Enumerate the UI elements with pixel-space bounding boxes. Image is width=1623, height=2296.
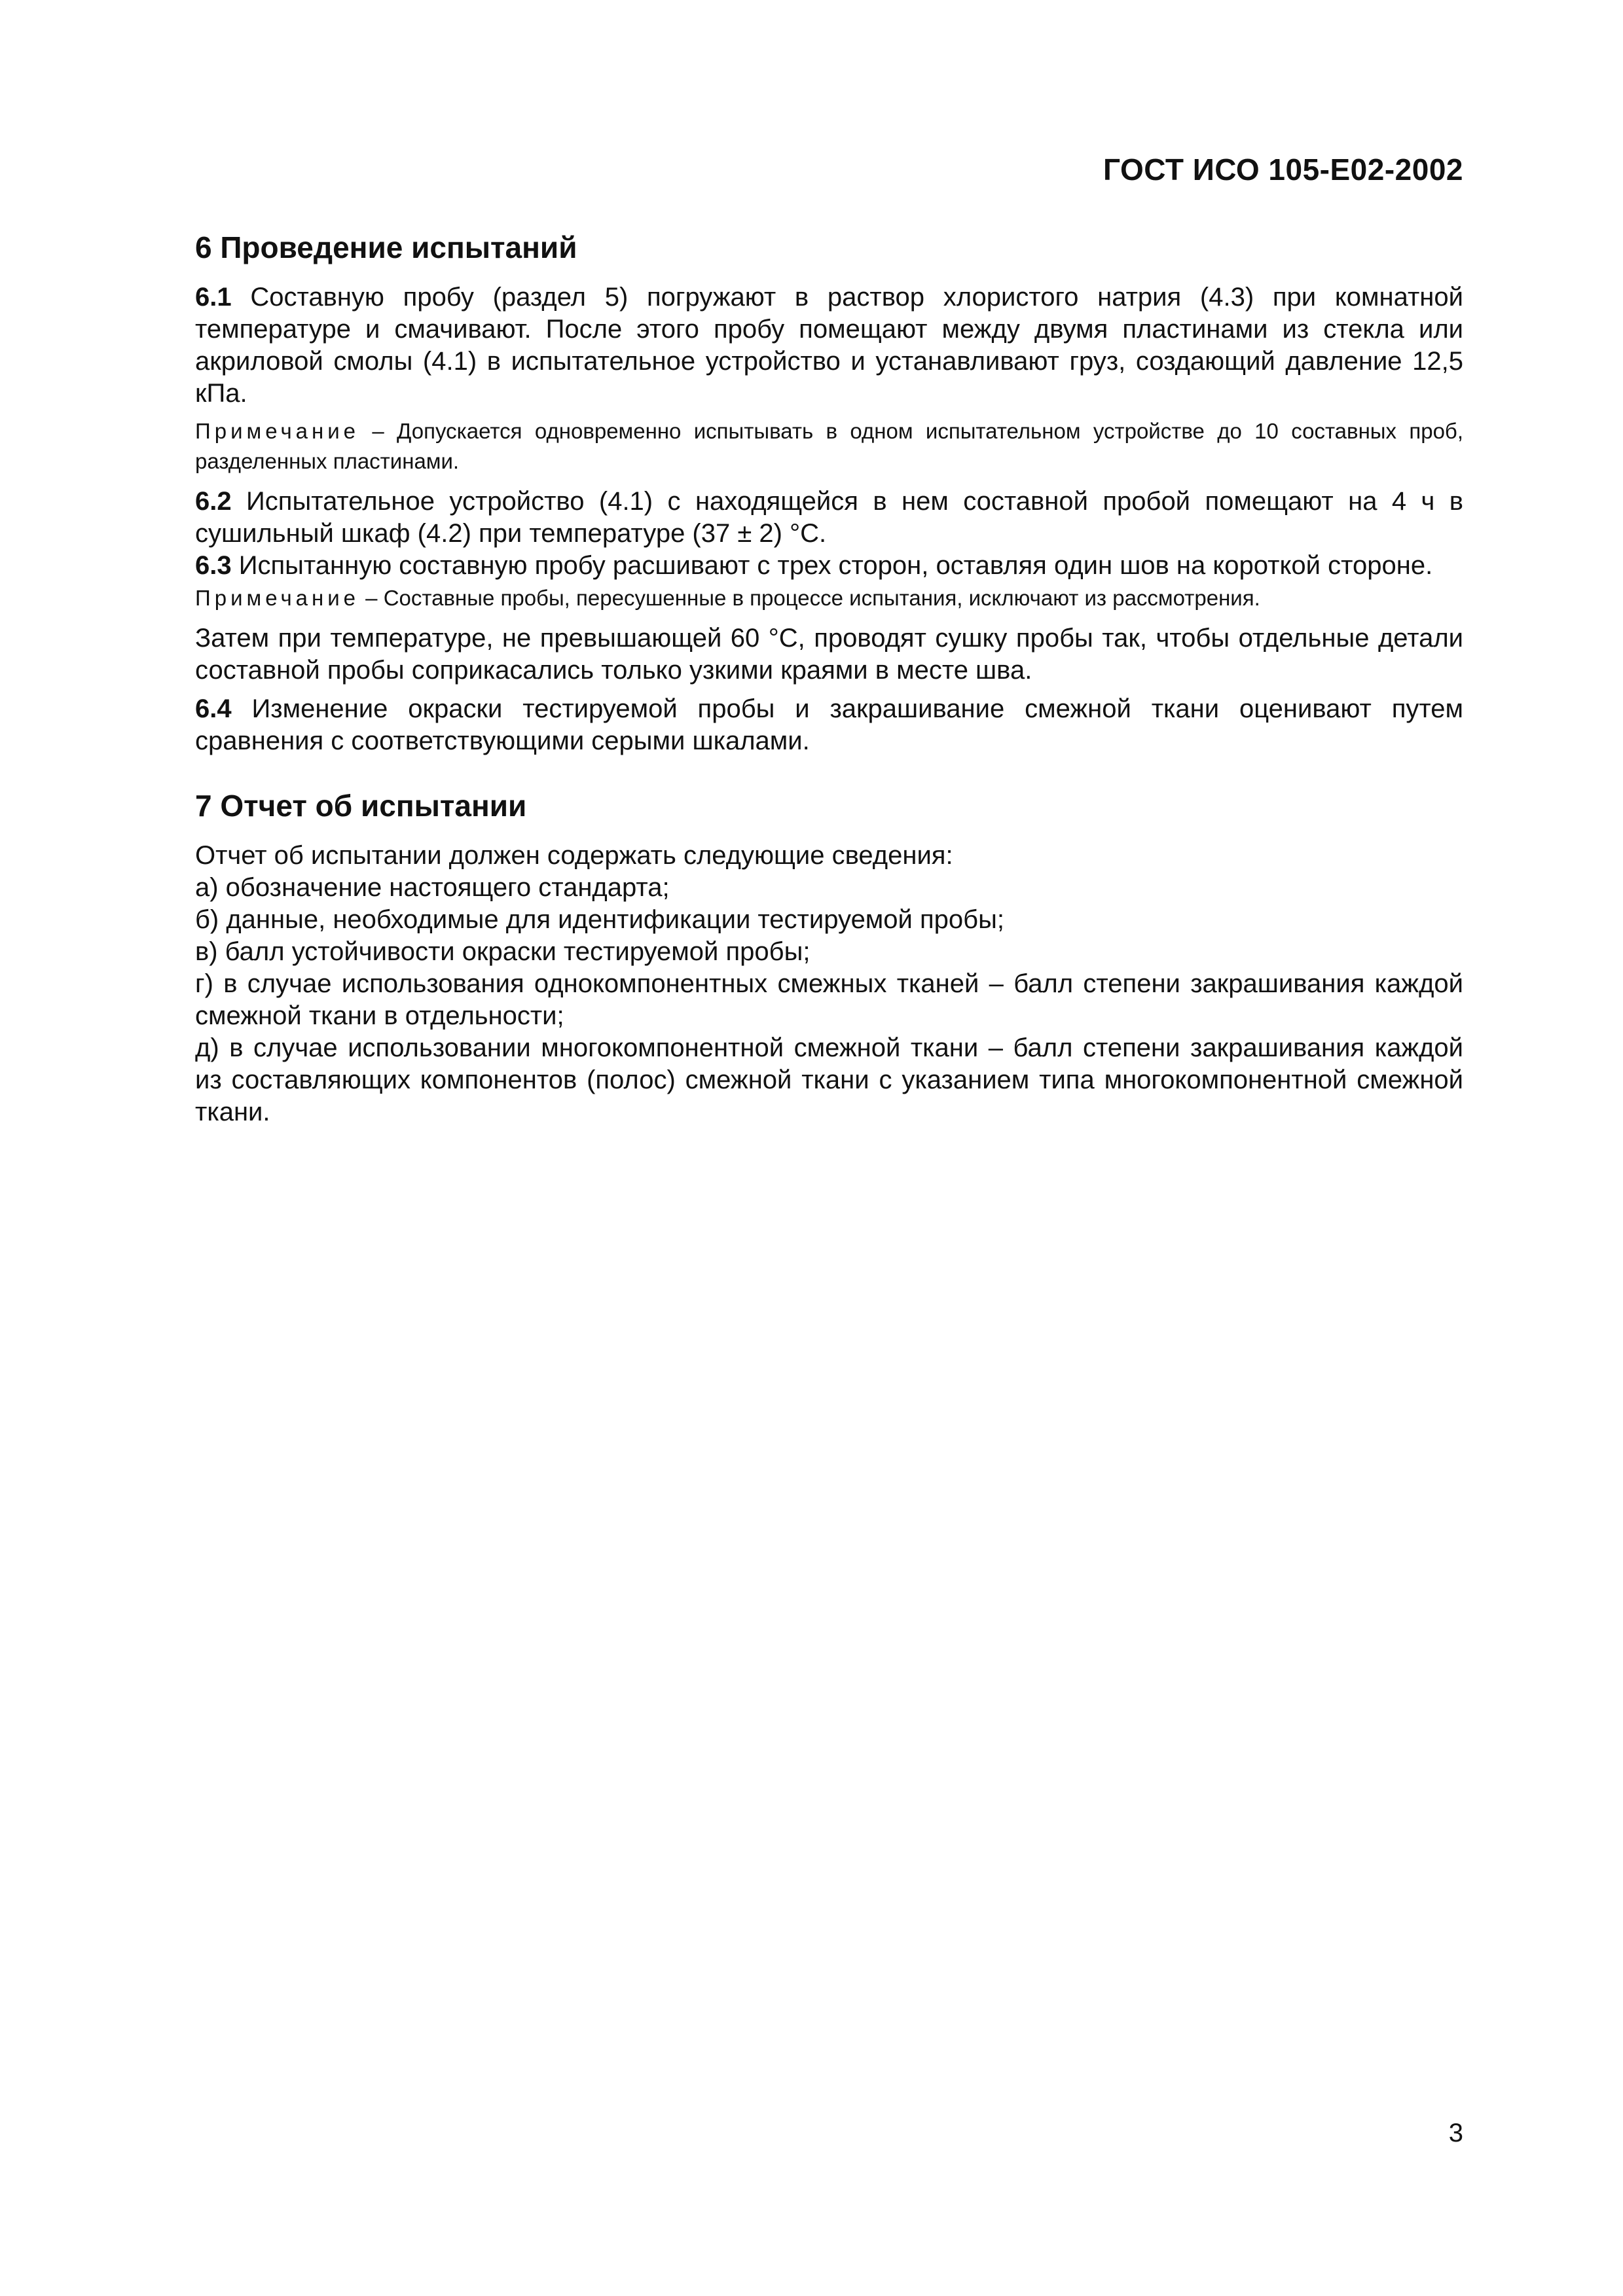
note-2-text: – Составные пробы, пересушенные в процессе испытания, исключают из рассмотрения. bbox=[359, 586, 1260, 610]
note-1-text: – Допускается одновременно испытывать в одном испытательном устройстве до 10 составных проб, разделенных пластинами. bbox=[195, 419, 1463, 473]
clause-text-6-2: Испытательное устройство (4.1) с находящейся в нем составной пробой помещают на 4 ч в сушильный шкаф (4.2) при температуре (37 ± 2) °С. bbox=[195, 487, 1463, 548]
list-item-b: б) данные, необходимые для идентификации тестируемой пробы; bbox=[195, 905, 1004, 934]
paragraph-6-4 bbox=[195, 693, 1463, 757]
paragraph-6-3-continued: Затем при температуре, не превышающей 60 °С, проводят сушку пробы так, чтобы отдельные детали составной пробы соприкасались только узкими краями в месте шва. bbox=[195, 624, 1463, 685]
clause-number-6-2: 6.2 bbox=[195, 487, 232, 516]
list-item-d: д) в случае использовании многокомпонентной смежной ткани – балл степени закрашивания каждой из составляющих компонентов (полос) смежной ткани с указанием типа многокомпонентной смежной ткани. bbox=[195, 1033, 1463, 1126]
document-header: ГОСТ ИСО 105-Е02-2002 bbox=[1103, 152, 1463, 187]
paragraph-6-1 bbox=[0, 281, 1463, 410]
section-7-title: 7 Отчет об испытании bbox=[195, 789, 527, 823]
clause-text-6-3: Испытанную составную пробу расшивают с трех сторон, оставляя один шов на короткой стороне. bbox=[238, 551, 1433, 580]
list-item-g: г) в случае использования однокомпонентных смежных тканей – балл степени закрашивания каждой смежной ткани в отдельности; bbox=[195, 969, 1463, 1030]
note-2 bbox=[195, 583, 1463, 613]
paragraph-6-3 bbox=[195, 550, 1463, 582]
clause-number-6-4: 6.4 bbox=[195, 694, 232, 723]
note-1-label: Примечание bbox=[195, 419, 360, 443]
section-7-intro: Отчет об испытании должен содержать следующие сведения: bbox=[195, 841, 953, 870]
note-1 bbox=[195, 416, 1463, 476]
section-6-title: 6 Проведение испытаний bbox=[195, 230, 577, 264]
list-item-v: в) балл устойчивости окраски тестируемой пробы; bbox=[195, 937, 811, 966]
clause-text-6-1: Составную пробу (раздел 5) погружают в раствор хлористого натрия (4.3) при комнатной температуре и смачивают. После этого пробу помещают между двумя пластинами из стекла или акриловой смолы (4.1) в испытательное устройство и устанавливают груз, создающий давление 12,5 кПа. bbox=[195, 283, 1463, 408]
paragraph-6-2 bbox=[195, 486, 1463, 550]
page-number: 3 bbox=[1448, 2119, 1463, 2147]
list-item-a: а) обозначение настоящего стандарта; bbox=[195, 873, 670, 902]
clause-number-6-3: 6.3 bbox=[195, 551, 232, 580]
page-content bbox=[195, 228, 1463, 1128]
clause-text-6-4: Изменение окраски тестируемой пробы и закрашивание смежной ткани оценивают путем сравнения с соответствующими серыми шкалами. bbox=[195, 694, 1463, 755]
clause-number-6-1: 6.1 bbox=[195, 283, 232, 312]
note-2-label: Примечание bbox=[195, 586, 360, 610]
